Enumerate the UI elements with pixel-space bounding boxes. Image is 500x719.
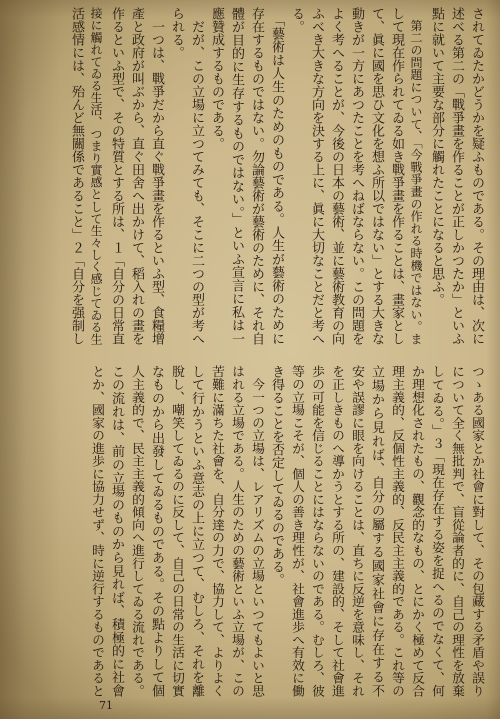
text-column: 第二の問題について、「今戰爭畫の作れる時機ではない。ま (409, 7, 423, 345)
text-column: 苦難に滿ちた社會を、自分達の力で、協力して、よりよく (209, 365, 224, 697)
text-column: 一つは、戰爭だから直ぐ戰爭畫を作るといふ型、食糧增 (149, 7, 164, 345)
text-column: だが、この立場に立つてみても、そこに二つの型が考へ (189, 7, 204, 345)
text-column: 體が目的に生存するものではない。」といふ宣言に私は一 (229, 7, 244, 345)
text-column: 理主義的、反個性主義的、反民主主義的である。これ等の (389, 365, 404, 697)
text-column: なものから出發してゐるものである。その點よりして個 (149, 365, 164, 697)
text-column: 歩の可能を信じることにはならないのである。むしろ、彼 (309, 365, 324, 697)
text-column: してゐる。」３「現在存在する姿を捉へるのでなくて、何 (429, 365, 444, 697)
text-column: 接に觸れてゐる生活、つまり實感として生々しく感じてゐる生 (89, 7, 103, 345)
text-column: を正しきものへ導かうとする所の、建設的、そして社會進 (329, 365, 344, 697)
text-column: について全く無批判で、盲從論者的に、自己の理性を放棄 (449, 365, 464, 697)
text-column: 存在するものではない。勿論藝術が藝術のために、それ自 (249, 7, 264, 345)
text-column: て、眞に國を思ひ文化を想ふ所以ではない」とする大きな (369, 7, 384, 345)
text-column: ふべき大きな方向を決する上に、眞に大切なことだと考へ (309, 7, 324, 345)
text-column: 點に就いて主要な部分に觸れたことになると思ふ。 (429, 7, 444, 306)
text-column: よく考へることが、今後の日本の藝術、並に藝術教育の向 (329, 7, 344, 345)
lower-text-block (86, 365, 486, 697)
page-number: 71 (99, 699, 113, 712)
text-column: か理想化されたもの、觀念的なもの、とにかく極めて反合 (409, 365, 424, 697)
text-column: 安や誤謬に眼を向けることは、直ちに反逆を意味し、それ (349, 365, 364, 697)
text-column: して行かうといふ意志の上に立つて、むしろ、それを離 (189, 365, 204, 697)
text-column: 述べる第二の「戰爭畫を作ることが正しかつたか」といふ (449, 7, 464, 345)
text-column: 「藝術は人生のためのものである。人生が藝術のために (269, 7, 284, 345)
text-column: つゝある國家とか社會に對して、その包藏する矛盾や誤り (469, 365, 484, 697)
text-column: る。 (289, 7, 304, 33)
text-column: 產と政府が叫ぶから、直ぐ田舍へ出かけて、稻入れの畫を (129, 7, 144, 345)
text-column: 等の立場こそが、個人の善き理性が、社會進歩へ有效に働 (289, 365, 304, 697)
text-column: して現在作られてゐる如き戰爭畫を作ることは、畫家とし (389, 7, 404, 345)
text-column: とか、國家の進歩に協力せず、時に逆行するものであると (89, 365, 104, 697)
text-column: 立場から見れば、自分の屬する國家社會に存在する不 (369, 365, 384, 697)
text-column: 脫し、嘲笑してゐるのに反して、自己の日常の生活に切實 (169, 365, 184, 697)
text-column: 動きが一方にあつたことを考へねばならない。この問題を (349, 7, 364, 345)
text-column: られる。 (169, 7, 184, 59)
text-column: 今一つの立場は、レアリズムの立場といつてもよいと思 (249, 365, 264, 697)
text-column: この流れは、前の立場のものから見れば、積極的に社會 (109, 365, 124, 697)
upper-text-block (66, 7, 486, 345)
text-column: 應贊成するものである。 (209, 7, 224, 150)
text-column: 人主義的で、民主主義的傾向へ進行してゐる流れである。 (129, 365, 144, 697)
text-column: 作るといふ型で、その特質とする所は、１「自分の日常直 (109, 7, 124, 345)
text-column: されてゐたかどうかを疑ふものである。その理由は、次に (469, 7, 484, 345)
text-column: 活感情には、殆んど無關係であること」２「自分を强制し (69, 7, 84, 345)
text-column: はれる立場である。人生のための藝術といふ立場が、この (229, 365, 244, 697)
text-column: き得ることを否定してゐるのである。 (269, 365, 284, 586)
